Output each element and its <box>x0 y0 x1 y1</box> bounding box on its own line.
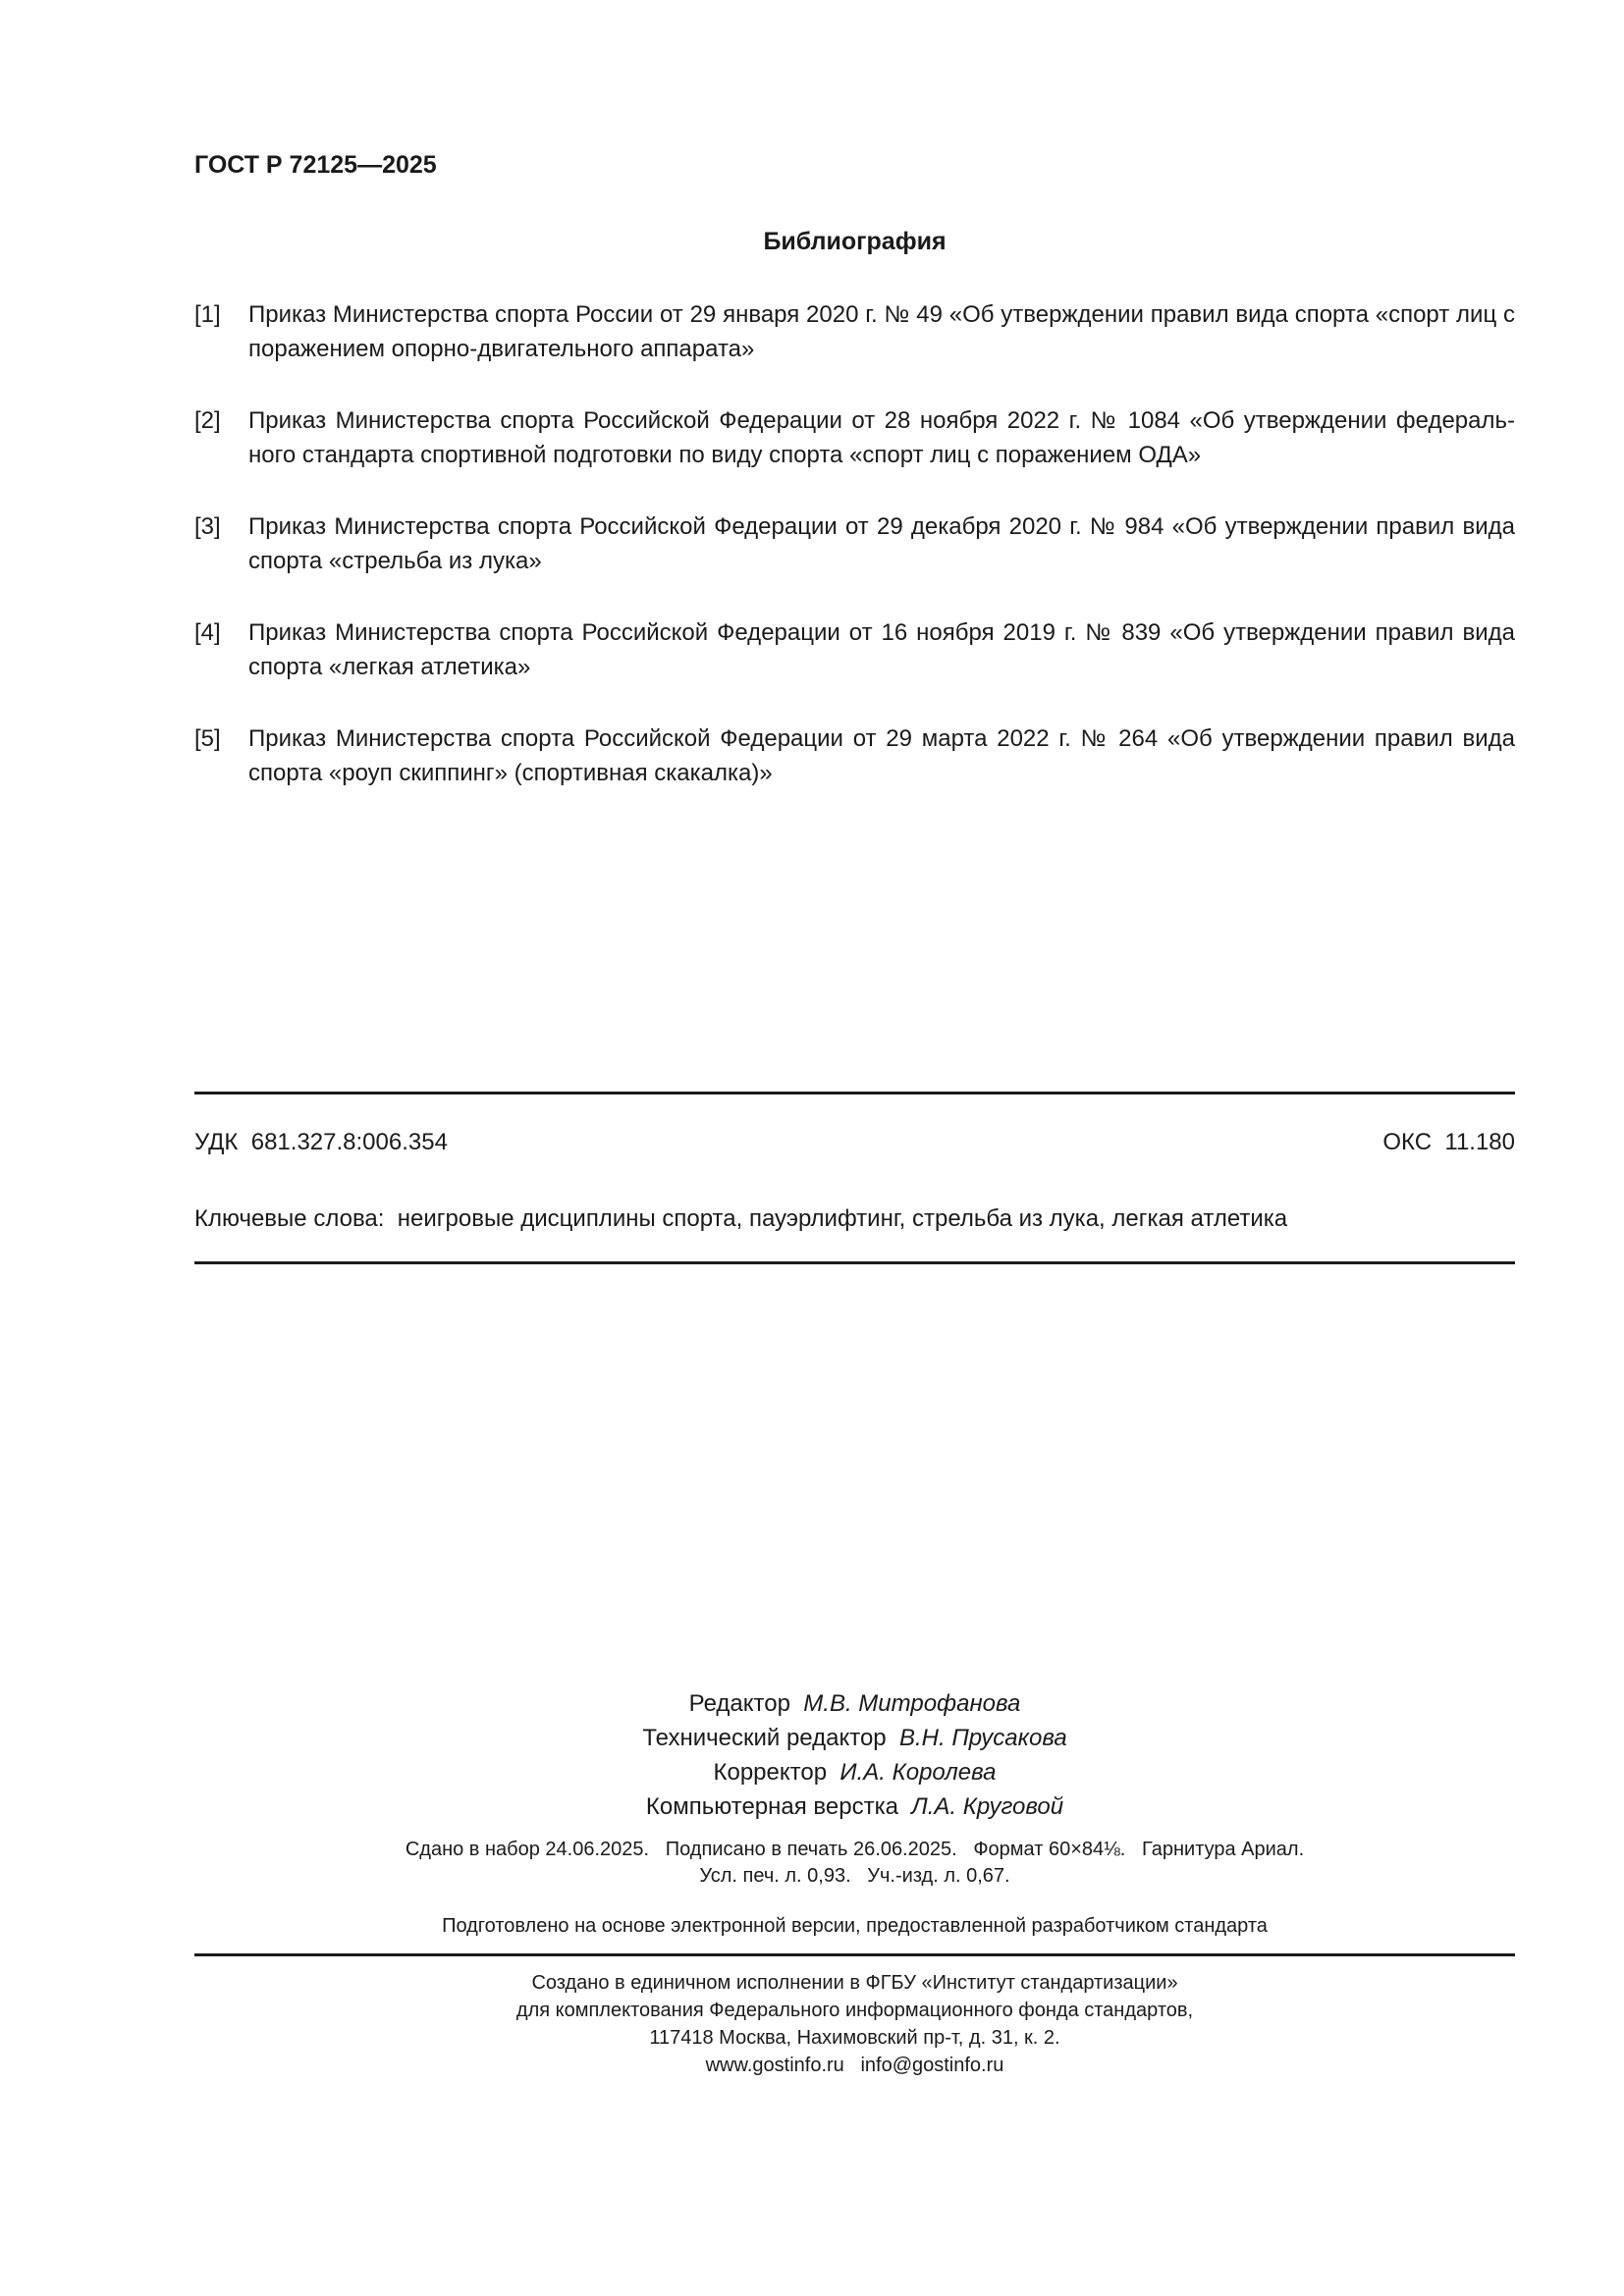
item-number: [1] <box>194 301 221 328</box>
credit-name: Л.А. Круговой <box>911 1793 1064 1820</box>
credit-role: Компьютерная верстка <box>645 1793 898 1820</box>
credit-name: И.А. Королева <box>839 1759 997 1786</box>
item-number: [5] <box>194 725 221 752</box>
credit-role: Технический редактор <box>642 1725 887 1751</box>
bibliography-item <box>194 509 1515 578</box>
keywords: Ключевые слова: неигровые дисциплины спорта, пауэрлифтинг, стрельба из лука, легкая атлетика <box>194 1205 1288 1232</box>
bibliography-title: Библиография <box>763 228 947 255</box>
publisher-address: 117418 Москва, Нахимовский пр-т, д. 31, к. 2. <box>649 2027 1060 2049</box>
bibliography-item <box>194 721 1515 790</box>
credit-role: Редактор <box>688 1690 790 1717</box>
bibliography-item <box>194 403 1515 472</box>
credit-role: Корректор <box>713 1759 828 1786</box>
item-number: [3] <box>194 513 221 540</box>
credit-name: В.Н. Прусакова <box>899 1725 1067 1751</box>
divider <box>194 1092 1515 1095</box>
item-number: [4] <box>194 619 221 646</box>
oks-code: ОКС 11.180 <box>1382 1129 1515 1155</box>
classification-row <box>194 1129 1515 1156</box>
credit-line <box>194 1721 1515 1755</box>
bibliography-list <box>194 297 1515 828</box>
credit-line <box>194 1789 1515 1824</box>
credit-line <box>194 1755 1515 1789</box>
prepared-note: Подготовлено на основе электронной версии, предоставленной разработчиком стандарта <box>442 1915 1268 1937</box>
item-text: Приказ Министерства спорта Российской Федерации от 29 марта 2022 г. № 264 «Об утверждении правил вида спорта «роуп скиппинг» (спортивная скакалка)» <box>248 725 1515 786</box>
document-header: ГОСТ Р 72125—2025 <box>194 151 437 179</box>
bibliography-item <box>194 297 1515 366</box>
item-text: Приказ Министерства спорта Российской Федерации от 29 декабря 2020 г. № 984 «Об утверждении правил вида спорта «стрельба из лука» <box>248 513 1515 574</box>
credit-line <box>194 1686 1515 1721</box>
item-text: Приказ Министерства спорта России от 29 января 2020 г. № 49 «Об утверждении правил вида спорта «спорт лиц с поражением опорно-двигательного аппарата» <box>248 301 1515 362</box>
publisher-line-2: для комплектования Федерального информационного фонда стандартов, <box>515 2000 1194 2021</box>
bibliography-item <box>194 615 1515 684</box>
item-text: Приказ Министерства спорта Российской Федерации от 16 ноября 2019 г. № 839 «Об утверждении правил вида спорта «легкая атлетика» <box>248 619 1515 680</box>
imprint-line-2: Усл. печ. л. 0,93. Уч.-изд. л. 0,67. <box>699 1865 1010 1887</box>
credits <box>194 1686 1515 1824</box>
credit-name: М.В. Митрофанова <box>803 1690 1021 1717</box>
publisher-contacts: www.gostinfo.ru info@gostinfo.ru <box>705 2055 1004 2076</box>
divider <box>194 1953 1515 1956</box>
item-number: [2] <box>194 407 221 434</box>
imprint-line-1: Сдано в набор 24.06.2025. Подписано в печать 26.06.2025. Формат 60×84⅛. Гарнитура Ариал. <box>405 1839 1305 1860</box>
item-text: Приказ Министерства спорта Российской Федерации от 28 ноября 2022 г. № 1084 «Об утверждении федераль-ного стандарта спортивной подготовки по виду спорта «спорт лиц с поражением ОДА» <box>248 407 1515 468</box>
publisher-line-1: Создано в единичном исполнении в ФГБУ «Институт стандартизации» <box>531 1972 1178 1994</box>
divider <box>194 1261 1515 1264</box>
udk-code: УДК 681.327.8:006.354 <box>194 1129 448 1155</box>
